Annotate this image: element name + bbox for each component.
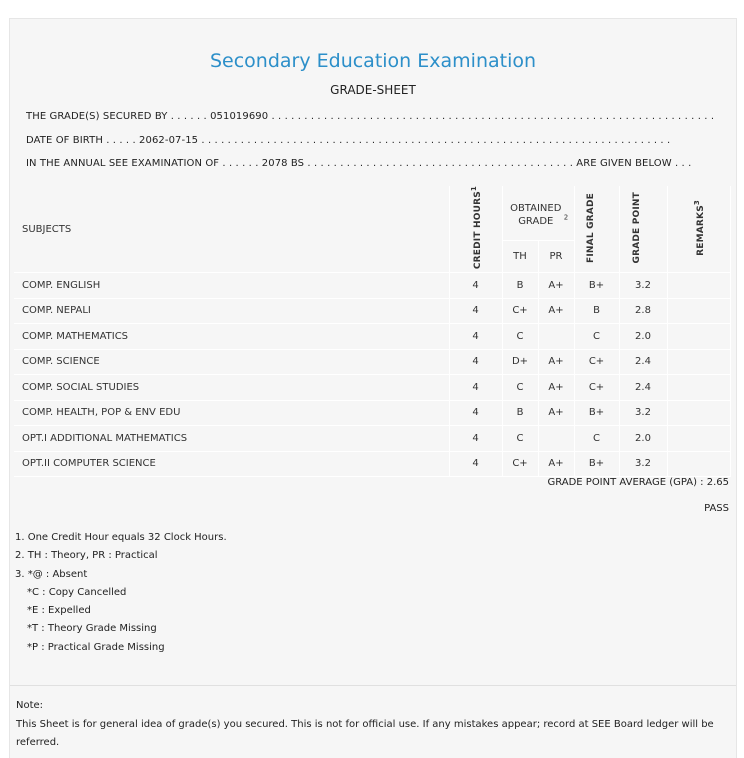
grade-point-header: GRADE POINT [619,186,667,273]
pr-grade-cell: A+ [538,349,574,375]
th-grade-cell: C+ [502,451,538,477]
subjects-header: SUBJECTS [14,186,449,273]
remarks-cell [667,349,730,375]
exam-line: IN THE ANNUAL SEE EXAMINATION OF . . . . . . 2078 BS . . . . . . . . . . . . . . . . . . . . . . . . . . . . . . . . . . . . . . . . . ARE GIVEN BELOW . . . [26,158,692,169]
footnote: 2. TH : Theory, PR : Practical [15,550,158,562]
th-grade-cell: C+ [502,298,538,324]
secured-by-line: THE GRADE(S) SECURED BY . . . . . . 051019690 . . . . . . . . . . . . . . . . . . . . . . . . . . . . . . . . . . . . . . . . . . . . . . . . . . . . . . . . . . . . . . . . . . . . [26,111,715,122]
footnotes [15,529,227,657]
subject-cell: COMP. ENGLISH [14,273,449,299]
grade-point-cell: 2.0 [619,324,667,350]
subject-cell: COMP. SOCIAL STUDIES [14,375,449,401]
grade-point-cell: 2.8 [619,298,667,324]
subject-cell: COMP. MATHEMATICS [14,324,449,350]
grades-table [14,186,731,477]
credit-hours-header: CREDIT HOURS$^1$ [449,186,502,273]
remarks-cell [667,426,730,452]
footnote: 3. *@ : Absent [15,568,88,580]
table-row [14,375,730,401]
footnote: *T : Theory Grade Missing [27,623,157,635]
final-grade-cell: C+ [574,375,619,401]
final-grade-header: FINAL GRADE [574,186,619,273]
table-row [14,451,730,477]
dob-line: DATE OF BIRTH . . . . . 2062-07-15 . . . . . . . . . . . . . . . . . . . . . . . . . . . . . . . . . . . . . . . . . . . . . . . . . . . . . . . . . . . . . . . . . . . . . . . . [26,135,671,146]
table-row [14,349,730,375]
grade-point-cell: 3.2 [619,451,667,477]
remarks-cell [667,451,730,477]
grade-point-cell: 3.2 [619,273,667,299]
obtained-grade-header: OBTAINED GRADE $^2$ [502,186,574,240]
pr-grade-cell: A+ [538,400,574,426]
subject-cell: COMP. NEPALI [14,298,449,324]
remarks-cell [667,273,730,299]
final-grade-cell: B+ [574,273,619,299]
credit-hours-cell: 4 [449,426,502,452]
table-row [14,400,730,426]
remarks-cell [667,400,730,426]
credit-hours-cell: 4 [449,273,502,299]
grade-point-cell: 3.2 [619,400,667,426]
remarks-cell [667,375,730,401]
final-grade-cell: B [574,298,619,324]
subject-cell: OPT.II COMPUTER SCIENCE [14,451,449,477]
pr-grade-cell: A+ [538,451,574,477]
grade-point-cell: 2.0 [619,426,667,452]
final-grade-cell: C [574,426,619,452]
footnote: *C : Copy Cancelled [27,586,127,598]
final-grade-cell: B+ [574,400,619,426]
footnote: *E : Expelled [27,605,91,617]
gpa-summary: GRADE POINT AVERAGE (GPA) : 2.65 [547,477,729,488]
sheet-subtitle: GRADE-SHEET [330,83,416,97]
credit-hours-cell: 4 [449,451,502,477]
th-grade-cell: B [502,273,538,299]
pr-grade-cell: A+ [538,298,574,324]
disclaimer-note [10,685,736,753]
subject-cell: COMP. HEALTH, POP & ENV EDU [14,400,449,426]
th-grade-cell: C [502,375,538,401]
pr-header: PR [538,240,574,273]
th-grade-cell: C [502,324,538,350]
grade-point-cell: 2.4 [619,349,667,375]
th-grade-cell: B [502,400,538,426]
final-grade-cell: B+ [574,451,619,477]
result-status: PASS [704,503,729,514]
grade-point-cell: 2.4 [619,375,667,401]
credit-hours-cell: 4 [449,298,502,324]
subject-cell: COMP. SCIENCE [14,349,449,375]
remarks-cell [667,324,730,350]
final-grade-cell: C [574,324,619,350]
final-grade-cell: C+ [574,349,619,375]
exam-title: Secondary Education Examination [209,50,537,72]
table-row [14,273,730,299]
footnote: *P : Practical Grade Missing [27,641,165,653]
remarks-cell [667,298,730,324]
remarks-header: REMARKS$^3$ [667,186,730,273]
th-grade-cell: C [502,426,538,452]
table-row [14,426,730,452]
pr-grade-cell: A+ [538,273,574,299]
credit-hours-cell: 4 [449,375,502,401]
credit-hours-cell: 4 [449,324,502,350]
footnote: 1. One Credit Hour equals 32 Clock Hours. [15,532,227,543]
credit-hours-cell: 4 [449,349,502,375]
th-header: TH [502,240,538,273]
pr-grade-cell [538,426,574,452]
pr-grade-cell: A+ [538,375,574,401]
pr-grade-cell [538,324,574,350]
subject-cell: OPT.I ADDITIONAL MATHEMATICS [14,426,449,452]
note-text: This Sheet is for general idea of grade(s) you secured. This is not for official use. If any mistakes appear; record at SEE Board ledger will be referred. [16,718,714,748]
credit-hours-cell: 4 [449,400,502,426]
table-row [14,324,730,350]
th-grade-cell: D+ [502,349,538,375]
header-row [14,186,730,240]
note-label: Note: [16,700,44,711]
grade-sheet [9,18,737,758]
table-row [14,298,730,324]
